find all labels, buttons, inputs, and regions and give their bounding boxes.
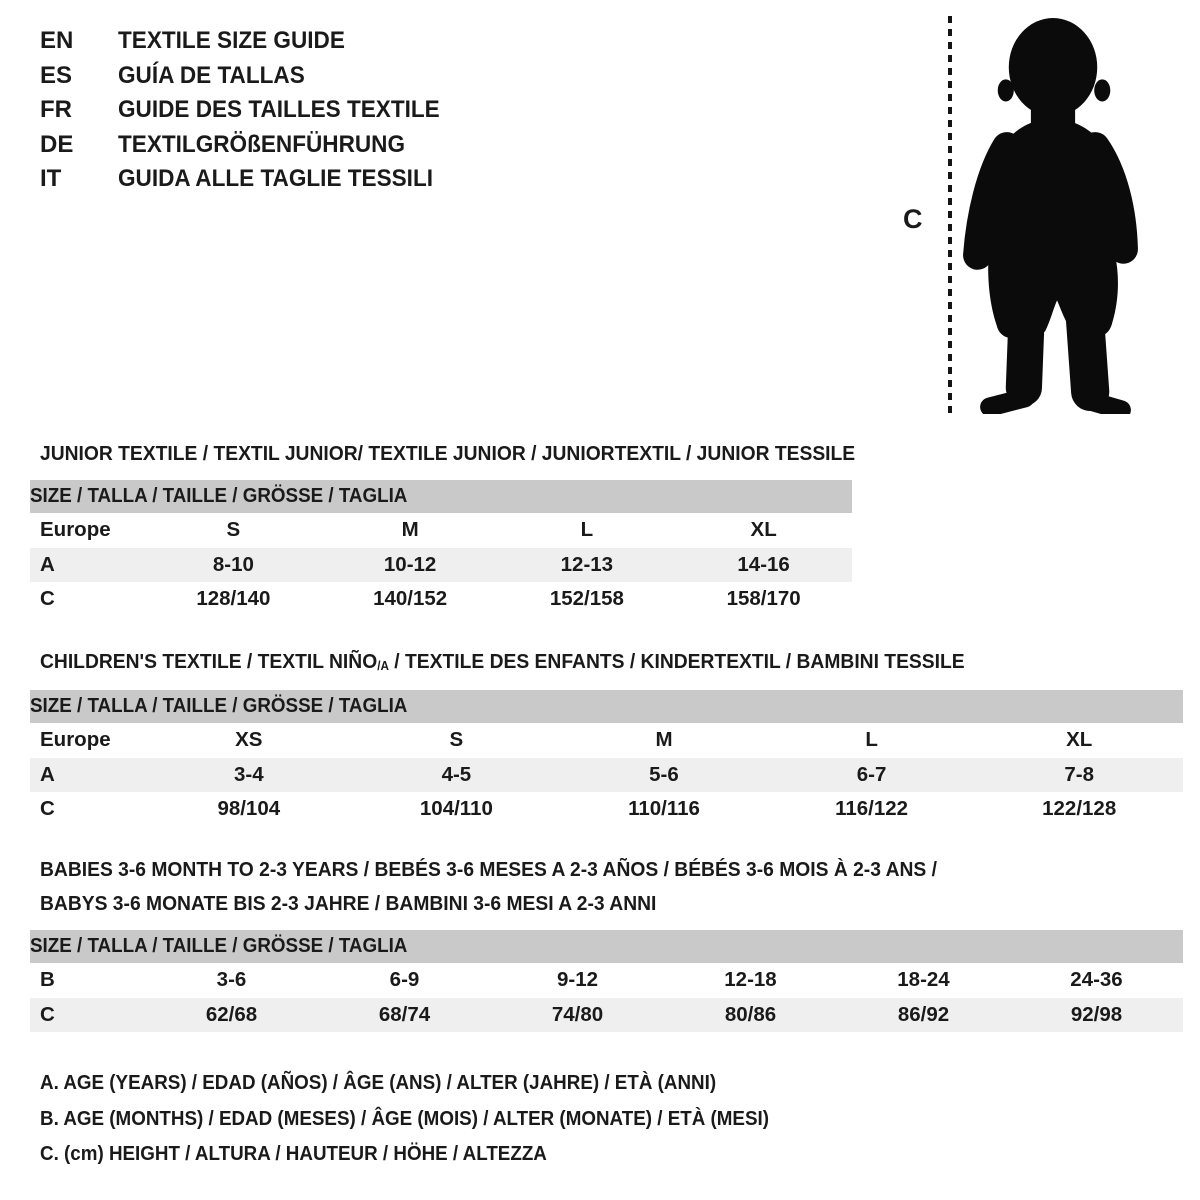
size-value-cell: 68/74 xyxy=(378,1002,431,1026)
table-head xyxy=(30,480,852,513)
table-body xyxy=(30,963,1183,1032)
table-row xyxy=(30,792,1183,827)
size-value-cell: L xyxy=(865,728,878,752)
language-code: IT xyxy=(40,165,62,192)
table-head xyxy=(30,690,1183,723)
title-text: BABIES 3-6 MONTH TO 2-3 YEARS / BEBÉS 3-6 MESES A 2-3 AÑOS / BÉBÉS 3-6 MOIS À 2-3 ANS / xyxy=(40,858,937,881)
size-value-cell: 116/122 xyxy=(835,797,909,821)
table-body xyxy=(30,723,1183,827)
size-header-cell xyxy=(30,930,1183,963)
table-row xyxy=(30,513,852,548)
size-value-cell: 3-4 xyxy=(233,762,264,786)
size-value-cell: XL xyxy=(750,518,777,542)
section-childrens-textile xyxy=(30,638,1183,827)
table-row xyxy=(30,548,852,583)
language-title: GUÍA DE TALLAS xyxy=(118,61,305,89)
size-header-row xyxy=(30,690,1183,723)
table-head xyxy=(30,930,1183,963)
size-table xyxy=(30,690,1183,827)
section-title-line xyxy=(40,437,855,471)
title-text: BABYS 3-6 MONATE BIS 2-3 JAHRE / BAMBINI 3-6 MESI A 2-3 ANNI xyxy=(40,892,657,915)
language-title: TEXTILGRÖßENFÜHRUNG xyxy=(118,130,406,158)
language-title-list xyxy=(40,27,460,200)
size-value-cell: 122/128 xyxy=(1042,797,1117,821)
size-value-cell: 128/140 xyxy=(196,587,271,611)
size-value-cell: 4-5 xyxy=(441,762,472,786)
size-header-cell xyxy=(30,690,1183,723)
size-value-cell: 104/110 xyxy=(419,797,493,821)
size-value-cell: 24-36 xyxy=(1070,968,1123,992)
size-value-cell: 6-9 xyxy=(389,968,420,992)
size-value-cell: 86/92 xyxy=(897,1002,950,1026)
height-measure-line xyxy=(948,16,952,416)
legend-line: C. (cm) HEIGHT / ALTURA / HAUTEUR / HÖHE / ALTEZZA xyxy=(40,1143,547,1165)
size-header-label: SIZE / TALLA / TAILLE / GRÖSSE / TAGLIA xyxy=(30,485,408,507)
row-label: C xyxy=(40,797,55,821)
size-value-cell: M xyxy=(401,518,419,542)
baby-silhouette-icon xyxy=(962,12,1140,414)
language-title: GUIDE DES TAILLES TEXTILE xyxy=(118,96,440,123)
size-value-cell: 3-6 xyxy=(216,968,247,992)
size-value-cell: 98/104 xyxy=(217,797,281,821)
title-text: JUNIOR TEXTILE / TEXTIL JUNIOR/ TEXTILE JUNIOR / JUNIORTEXTIL / JUNIOR TESSILE xyxy=(40,442,856,465)
size-table xyxy=(30,930,1183,1032)
size-value-cell: 12-18 xyxy=(724,968,777,992)
size-value-cell: 10-12 xyxy=(383,552,437,576)
size-value-cell: 140/152 xyxy=(373,587,448,611)
language-row xyxy=(40,131,460,166)
size-header-row xyxy=(30,480,852,513)
language-row xyxy=(40,27,460,62)
legend-line: A. AGE (YEARS) / EDAD (AÑOS) / ÂGE (ANS) / ALTER (JAHRE) / ETÀ (ANNI) xyxy=(40,1072,717,1094)
size-value-cell: 62/68 xyxy=(205,1002,258,1026)
size-value-cell: S xyxy=(226,518,241,542)
row-label: Europe xyxy=(40,518,111,542)
language-code: ES xyxy=(40,61,73,89)
row-label: C xyxy=(40,587,55,611)
section-title-block xyxy=(30,430,856,471)
section-title-line xyxy=(40,853,937,887)
legend xyxy=(40,1066,1200,1173)
size-value-cell: S xyxy=(449,728,464,752)
language-title: GUIDA ALLE TAGLIE TESSILI xyxy=(118,165,434,192)
section-title-line xyxy=(40,887,656,921)
language-code: DE xyxy=(40,130,74,158)
table-row xyxy=(30,582,852,617)
size-header-label: SIZE / TALLA / TAILLE / GRÖSSE / TAGLIA xyxy=(30,695,408,717)
size-value-cell: 110/116 xyxy=(628,797,700,821)
table-row xyxy=(30,758,1183,793)
size-value-cell: 6-7 xyxy=(856,762,887,786)
size-value-cell: 5-6 xyxy=(649,762,679,786)
size-value-cell: 7-8 xyxy=(1064,762,1094,786)
row-label: A xyxy=(40,552,55,576)
table-body xyxy=(30,513,852,617)
language-code: EN xyxy=(40,27,74,54)
language-title: TEXTILE SIZE GUIDE xyxy=(118,27,345,54)
row-label: A xyxy=(40,762,55,786)
size-value-cell: 92/98 xyxy=(1070,1002,1123,1026)
language-row xyxy=(40,96,460,131)
size-header-cell xyxy=(30,480,852,513)
size-value-cell: M xyxy=(655,728,673,752)
section-title-block xyxy=(30,846,1183,921)
size-value-cell: 8-10 xyxy=(212,552,254,576)
section-babies-textile xyxy=(30,846,1183,1032)
size-header-label: SIZE / TALLA / TAILLE / GRÖSSE / TAGLIA xyxy=(30,935,408,957)
section-junior-textile xyxy=(30,430,856,617)
table-row xyxy=(30,723,1183,758)
size-value-cell: 158/170 xyxy=(726,587,801,611)
section-title-block xyxy=(30,638,1183,681)
legend-line: B. AGE (MONTHS) / EDAD (MESES) / ÂGE (MOIS) / ALTER (MONATE) / ETÀ (MESI) xyxy=(40,1107,769,1130)
title-text: CHILDREN'S TEXTILE / TEXTIL NIÑO xyxy=(40,650,378,673)
language-row xyxy=(40,165,460,200)
size-value-cell: XL xyxy=(1066,728,1093,752)
size-value-cell: 80/86 xyxy=(724,1002,777,1026)
size-value-cell: L xyxy=(580,518,594,542)
size-value-cell: 12-13 xyxy=(560,552,614,576)
size-value-cell: 14-16 xyxy=(737,552,790,576)
size-value-cell: 152/158 xyxy=(549,587,624,611)
row-label: Europe xyxy=(40,728,111,752)
size-header-row xyxy=(30,930,1183,963)
size-value-cell: 18-24 xyxy=(897,968,950,992)
row-label: C xyxy=(40,1002,55,1026)
row-label: B xyxy=(40,968,55,992)
title-text: / TEXTILE DES ENFANTS / KINDERTEXTIL / BAMBINI TESSILE xyxy=(388,650,965,673)
height-measure-label: C xyxy=(903,204,923,234)
size-value-cell: 74/80 xyxy=(551,1002,604,1026)
language-row xyxy=(40,62,460,97)
language-code: FR xyxy=(40,96,72,123)
size-table xyxy=(30,480,852,617)
table-row xyxy=(30,963,1183,998)
size-value-cell: 9-12 xyxy=(556,968,599,992)
table-row xyxy=(30,998,1183,1033)
section-title-line xyxy=(40,645,965,681)
title-subscript: /A xyxy=(377,659,389,673)
size-value-cell: XS xyxy=(235,728,263,752)
